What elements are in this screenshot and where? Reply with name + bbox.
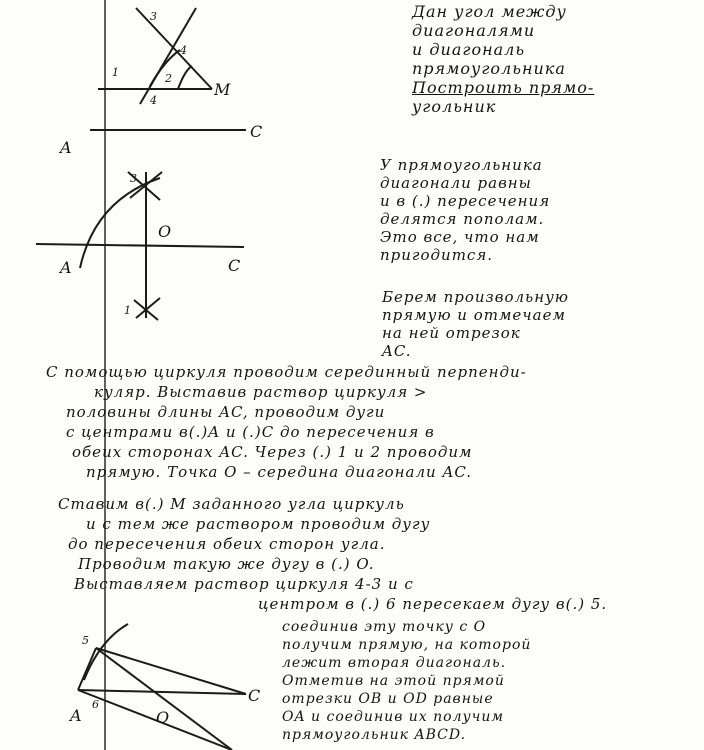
- step1-text: [382, 288, 569, 360]
- step3-line: до пересечения обеих сторон угла.: [68, 535, 386, 553]
- rectangle-figure: [78, 624, 246, 750]
- task-line: прямоугольника: [412, 59, 566, 78]
- step4-line: получим прямую, на которой: [282, 637, 532, 653]
- step2-line: прямую. Точка O – середина диагонали AC.: [86, 463, 473, 481]
- task-line: и диагональ: [412, 40, 526, 59]
- side-bc: [96, 648, 246, 694]
- arc-left: [80, 178, 160, 268]
- step1-line: AC.: [382, 342, 412, 360]
- step2-line: половины длины AC, проводим дуги: [66, 403, 386, 421]
- task-statement: [412, 2, 594, 116]
- step4-line: OA и соединив их получим: [282, 709, 504, 725]
- fig3-label-6: 6: [92, 698, 99, 711]
- side-ab: [78, 648, 96, 690]
- step3-line: центром в (.) 6 пересекаем дугу в(.) 5.: [258, 595, 608, 613]
- task-line: угольник: [412, 97, 497, 116]
- theory-line: делятся пополам.: [380, 210, 545, 228]
- step2-line: С помощью циркуля проводим серединный перпенди-: [46, 363, 527, 381]
- fig1-label-3b: 4: [180, 44, 187, 57]
- fig3-label-o: O: [156, 708, 170, 727]
- step1-line: Берем произвольную: [382, 288, 569, 306]
- angle-side-slanted: [136, 8, 212, 89]
- side-ad: [78, 690, 232, 750]
- theory-line: диагонали равны: [380, 174, 532, 192]
- fig1-label-2: 2: [165, 72, 172, 85]
- segment-label-a: A: [60, 138, 72, 157]
- step4-text: [282, 618, 531, 744]
- step2-text: [46, 362, 527, 482]
- diagonal-bd: [96, 648, 232, 750]
- step4-line: прямоугольник ABCD.: [282, 727, 467, 743]
- fig3-label-5: 5: [82, 634, 89, 647]
- fig2-label-o: O: [158, 222, 172, 241]
- fig1-label-m: M: [214, 80, 231, 99]
- task-line: Дан угол между: [412, 2, 567, 21]
- step3-line: Проводим такую же дугу в (.) O.: [78, 555, 375, 573]
- segment-label-c: C: [250, 122, 263, 141]
- fig2-label-1: 1: [124, 304, 131, 317]
- fig2-label-3: 3: [130, 172, 137, 185]
- theory-line: и в (.) пересечения: [380, 192, 551, 210]
- step2-line: куляр. Выставив раствор циркуля >: [94, 383, 428, 401]
- step1-line: прямую и отмечаем: [382, 306, 566, 324]
- fig3-label-c: C: [248, 686, 261, 705]
- step2-line: с центрами в(.)A и (.)C до пересечения в: [66, 423, 435, 441]
- fig1-label-4: 4: [150, 94, 157, 107]
- task-line: диагоналями: [412, 21, 536, 40]
- fig1-label-3: 3: [150, 10, 157, 23]
- fig1-label-1: 1: [112, 66, 119, 79]
- step4-line: Отметив на этой прямой: [282, 673, 505, 689]
- step4-line: соединив эту точку с O: [282, 619, 487, 635]
- theory-line: пригодится.: [380, 246, 494, 264]
- step3-line: и с тем же раствором проводим дугу: [86, 515, 431, 533]
- line-ac: [36, 244, 244, 247]
- step4-line: лежит вторая диагональ.: [282, 655, 507, 671]
- step3-line: Выставляем раствор циркуля 4-3 и с: [74, 575, 414, 593]
- fig2-label-c: C: [228, 256, 241, 275]
- diagonal-ac: [78, 690, 246, 694]
- theory-line: У прямоугольника: [380, 156, 543, 174]
- bisector-figure: [36, 172, 244, 320]
- theory-note: [380, 156, 550, 264]
- fig3-label-a: A: [70, 706, 82, 725]
- fig2-label-a: A: [60, 258, 72, 277]
- step1-line: на ней отрезок: [382, 324, 521, 342]
- step3-line: Ставим в(.) M заданного угла циркуль: [58, 495, 405, 513]
- theory-line: Это все, что нам: [380, 228, 540, 246]
- inner-arc: [178, 66, 192, 89]
- step4-line: отрезки OB и OD равные: [282, 691, 494, 707]
- step2-line: обеих сторонах AC. Через (.) 1 и 2 проводим: [72, 443, 473, 461]
- task-line: Построить прямо-: [412, 78, 595, 97]
- step3-text: [58, 494, 607, 614]
